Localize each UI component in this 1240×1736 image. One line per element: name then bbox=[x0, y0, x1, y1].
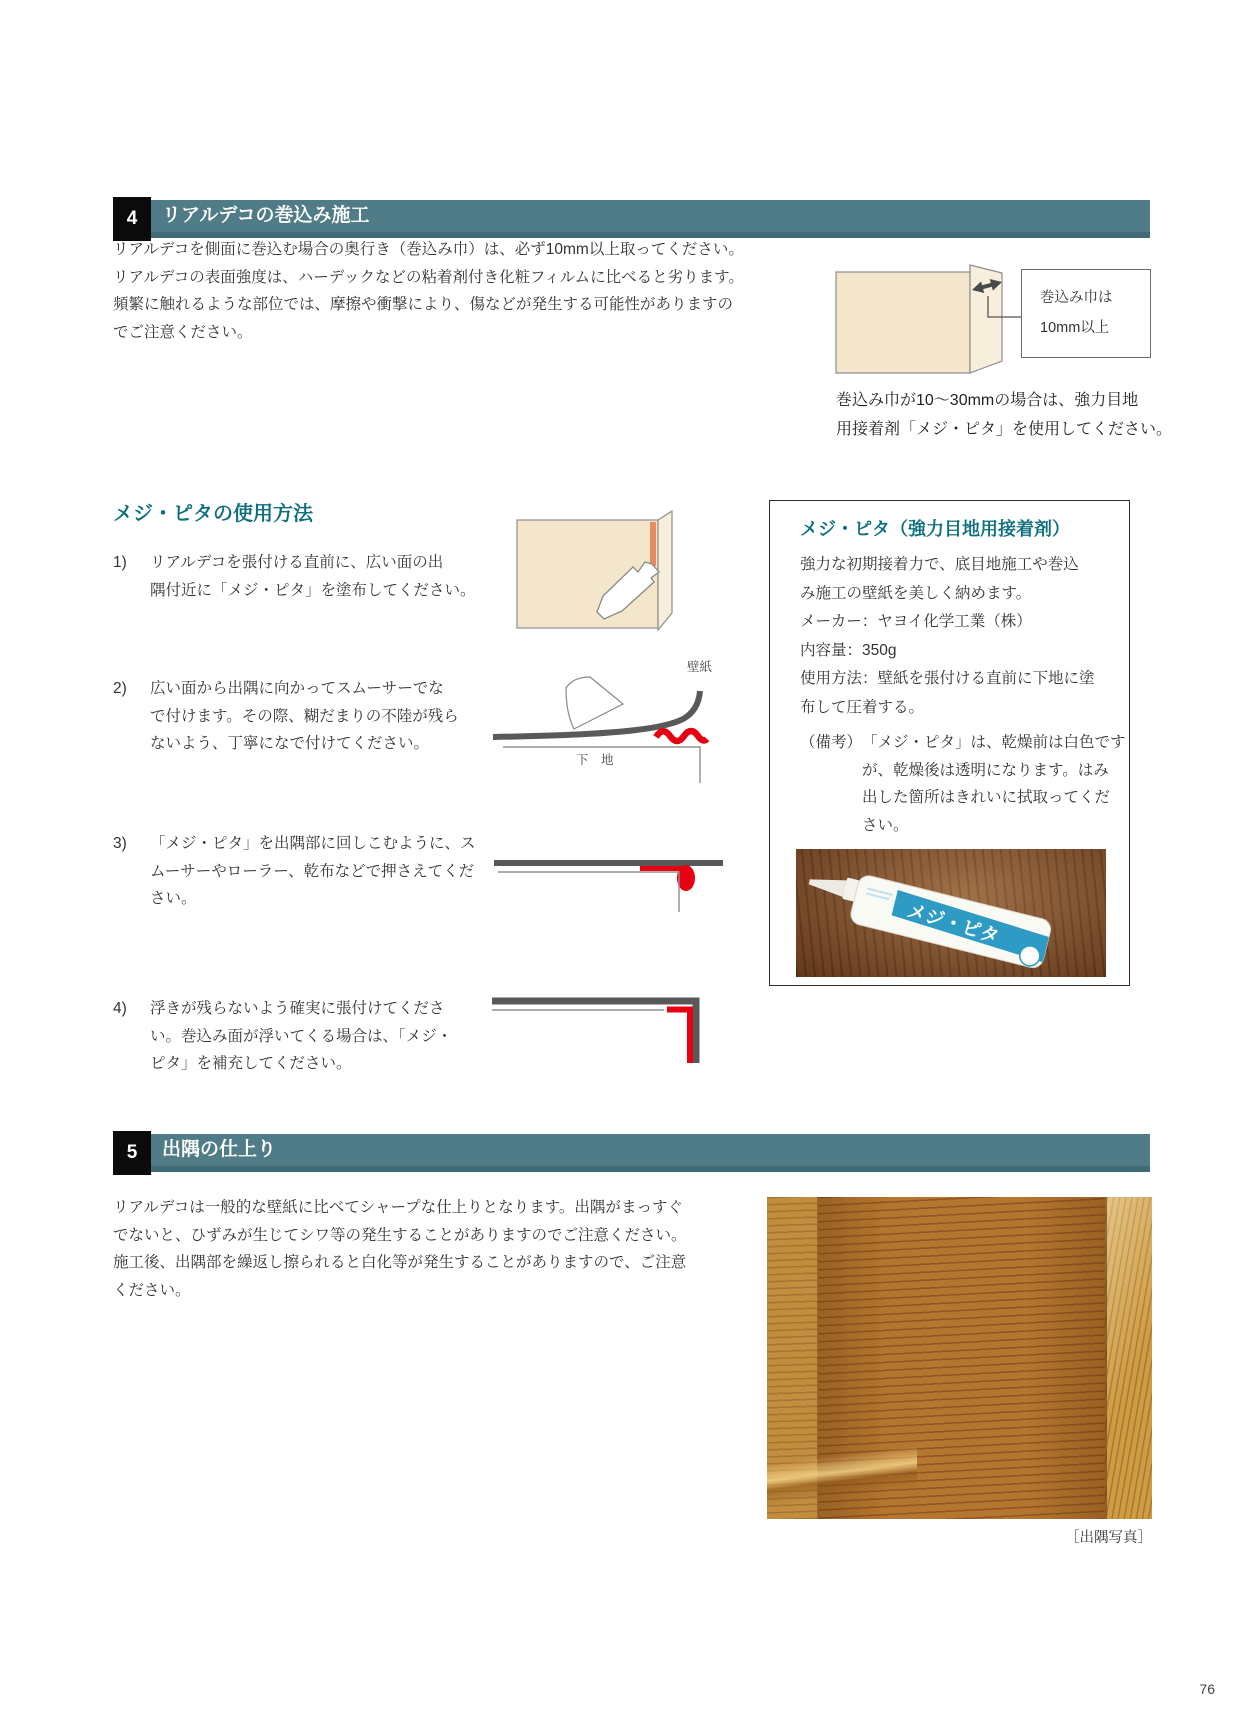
step4-diagram bbox=[480, 985, 725, 1070]
product-line: 布して圧着する。 bbox=[800, 698, 925, 716]
callout-text: 10mm以上 bbox=[1040, 320, 1110, 336]
body-line: でないと、ひずみが生じてシワ等の発生することがありますのでご注意ください。 bbox=[113, 1226, 687, 1244]
step-4 bbox=[113, 995, 452, 1078]
wrap-width-diagram bbox=[820, 240, 1030, 385]
step2-diagram bbox=[480, 655, 725, 790]
note-line: 「メジ・ピタ」は、乾燥前は白色です bbox=[862, 734, 1126, 751]
tube-label-text: メジ・ピタ bbox=[904, 900, 1002, 949]
product-line: み施工の壁紙を美しく納めます。 bbox=[800, 584, 1032, 602]
step-line: 隅付近に「メジ・ピタ」を塗布してください。 bbox=[150, 581, 476, 599]
figure-caption bbox=[836, 386, 1172, 444]
note-line: さい。 bbox=[862, 816, 909, 834]
step-line: で付けます。その際、糊だまりの不陸が残ら bbox=[150, 707, 459, 725]
adhesive-layer bbox=[640, 866, 683, 871]
note-label: （備考） bbox=[800, 734, 863, 751]
step-line: ないよう、丁寧になで付けてください。 bbox=[150, 735, 430, 752]
step-line: 広い面から出隅に向かってスムーサーでな bbox=[150, 680, 444, 697]
step-line: ムーサーやローラー、乾布などで押さえてくだ bbox=[150, 862, 475, 880]
page-number: 76 bbox=[1199, 1681, 1215, 1697]
substrate-corner-line bbox=[498, 872, 679, 912]
adhesive-corner bbox=[667, 1010, 690, 1064]
substrate-label: 下 地 bbox=[576, 753, 614, 767]
corner-photo bbox=[767, 1197, 1152, 1519]
section5-title: 出隅の仕上り bbox=[162, 1139, 277, 1160]
note-line: 出した箇所はきれいに拭取ってくだ bbox=[862, 789, 1111, 806]
step-line: さい。 bbox=[150, 890, 197, 907]
step-number: 3) bbox=[113, 835, 127, 852]
product-description bbox=[800, 551, 1095, 722]
product-line: 内容量：350g bbox=[800, 641, 897, 659]
product-note bbox=[800, 729, 1126, 839]
product-photo bbox=[796, 849, 1106, 977]
adhesive-wave bbox=[656, 731, 707, 741]
product-line: メーカー：ヤヨイ化学工業（株） bbox=[800, 613, 1032, 630]
step-1 bbox=[113, 549, 476, 604]
note-line: が、乾燥後は透明になります。はみ bbox=[862, 761, 1109, 779]
step-3 bbox=[113, 830, 476, 913]
tube-nozzle bbox=[808, 872, 847, 897]
panel-fold bbox=[658, 511, 672, 630]
usage-heading: メジ・ピタの使用方法 bbox=[113, 503, 313, 525]
smoother-icon bbox=[566, 677, 623, 729]
step-line: い。巻込み面が浮いてくる場合は、「メジ・ bbox=[150, 1027, 453, 1045]
step-line: リアルデコを張付ける直前に、広い面の出 bbox=[150, 554, 444, 571]
wallpaper-flat bbox=[494, 860, 723, 866]
intro-line: 頻繁に触れるような部位では、摩擦や衝撃により、傷などが発生する可能性がありますの bbox=[113, 296, 734, 313]
section5-body bbox=[113, 1194, 687, 1304]
product-line: 使用方法：壁紙を張付ける直前に下地に塗 bbox=[800, 670, 1095, 687]
product-info-box bbox=[769, 500, 1130, 986]
step-line: ピタ」を補充してください。 bbox=[150, 1055, 352, 1072]
step-number: 1) bbox=[113, 554, 127, 571]
section4-number-box: 4 bbox=[113, 197, 151, 241]
wallpaper-label: 壁紙 bbox=[687, 660, 713, 674]
step-line: 「メジ・ピタ」を出隅部に回しこむように、ス bbox=[150, 835, 476, 852]
adhesive-tube-photo bbox=[796, 849, 1106, 977]
adhesive-stripe bbox=[650, 522, 656, 566]
section4-title: リアルデコの巻込み施工 bbox=[162, 205, 370, 226]
intro-line: リアルデコの表面強度は、ハーデックなどの粘着剤付き化粧フィルムに比べると劣ります。 bbox=[113, 268, 744, 286]
step-line: 浮きが残らないよう確実に張付けてくださ bbox=[150, 1000, 445, 1017]
figure-caption-line: 用接着剤「メジ・ピタ」を使用してください。 bbox=[836, 421, 1173, 438]
wall-panel-face bbox=[836, 272, 970, 373]
corner-photo-caption: ［出隅写真］ bbox=[1065, 1530, 1152, 1546]
step3-diagram bbox=[480, 850, 725, 915]
step1-diagram bbox=[505, 498, 690, 638]
product-box-title: メジ・ピタ（強力目地用接着剤） bbox=[800, 519, 1070, 539]
step-number: 4) bbox=[113, 1000, 127, 1017]
figure-caption-line: 巻込み巾が10～30mmの場合は、強力目地 bbox=[836, 392, 1139, 409]
product-line: 強力な初期接着力で、底目地施工や巻込 bbox=[800, 556, 1079, 573]
body-line: リアルデコは一般的な壁紙に比べてシャープな仕上りとなります。出隅がまっすぐ bbox=[113, 1199, 683, 1216]
body-line: ください。 bbox=[113, 1281, 191, 1299]
step-number: 2) bbox=[113, 680, 127, 697]
section4-intro bbox=[113, 236, 744, 346]
step-2 bbox=[113, 675, 459, 758]
body-line: 施工後、出隅部を繰返し擦られると白化等が発生することがありますので、ご注意 bbox=[113, 1254, 687, 1271]
section5-number-box: 5 bbox=[113, 1131, 151, 1175]
callout-text: 巻込み巾は bbox=[1040, 290, 1113, 306]
wood-right-face bbox=[1105, 1197, 1152, 1519]
intro-line: リアルデコを側面に巻込む場合の奥行き（巻込み巾）は、必ず10mm以上取ってください。 bbox=[113, 241, 744, 258]
wrap-width-callout-box bbox=[1021, 269, 1151, 358]
intro-line: でご注意ください。 bbox=[113, 323, 253, 341]
adhesive-drop bbox=[677, 865, 695, 891]
